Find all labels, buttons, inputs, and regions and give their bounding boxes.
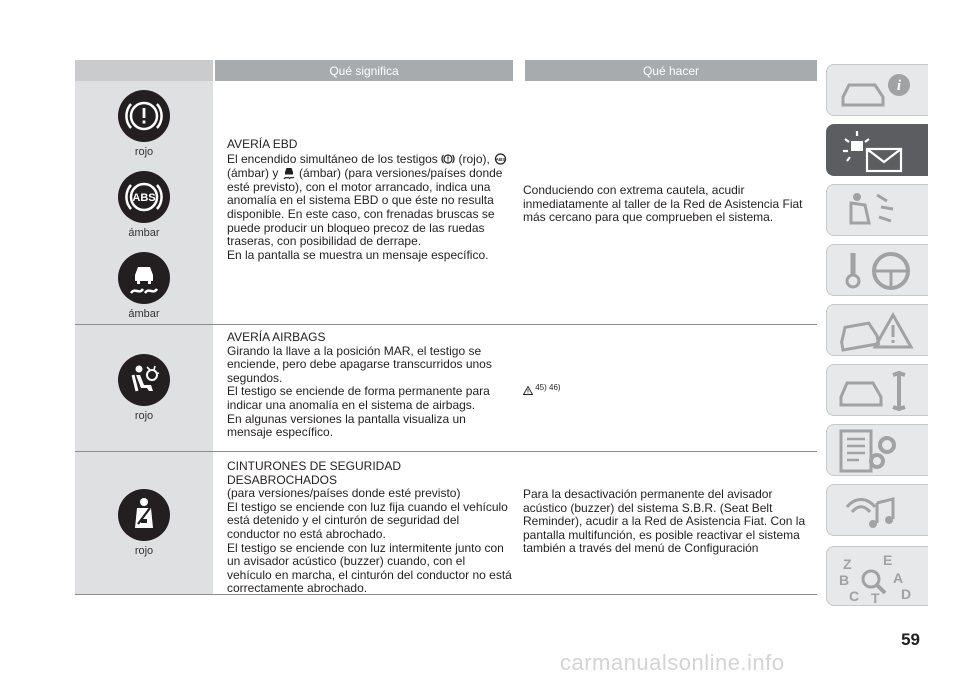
color-label: ámbar <box>128 227 160 239</box>
svg-text:Z: Z <box>843 556 852 572</box>
svg-text:i: i <box>896 78 902 94</box>
emergency-icon <box>837 309 921 353</box>
abs-icon <box>117 170 171 224</box>
tab-maintenance[interactable] <box>826 364 928 416</box>
header-icon-column <box>75 60 213 81</box>
table-row-seatbelt <box>75 452 817 595</box>
meaning-paragraph: El testigo se enciende con luz intermitente junto con un avisador acústico (buzzer) cuando, con el vehículo en marcha, el cinturón del conductor no está correctamente abrochado. <box>227 540 512 596</box>
meaning-paragraph: El testigo se enciende de forma permanente para indicar una anomalía en el sistema de airbags. <box>227 384 490 412</box>
meaning-cell <box>227 331 513 440</box>
tab-warning-lights[interactable] <box>826 124 928 176</box>
safety-airbag-icon <box>837 189 921 233</box>
action-cell: Para la desactivación permanente del avisador acústico (buzzer) del sistema S.B.R. (Seat Belt Reminder), acudir a la Red de Asistencia Fiat. Con la pantalla multifunción, es posible reactivar el sistema también a través del menú de Configuración <box>523 487 806 556</box>
page-number: 59 <box>901 630 920 649</box>
tab-technical-data[interactable] <box>826 424 928 476</box>
warning-lights-message-icon <box>837 129 921 173</box>
starting-driving-icon <box>837 249 921 293</box>
icon-column <box>75 81 213 324</box>
svg-text:B: B <box>839 572 850 588</box>
meaning-text: (rojo), <box>458 151 494 166</box>
index-icon <box>837 551 921 605</box>
esc-skid-icon <box>282 166 296 180</box>
meaning-title: AVERÍA EBD <box>227 137 298 151</box>
header-action: Qué hacer <box>525 60 817 81</box>
svg-text:T: T <box>871 590 880 605</box>
meaning-paragraph: Girando la llave a la posición MAR, el testigo se enciende, pero debe apagarse transcurridos unos segundos. <box>227 343 492 385</box>
reference-notes: 45) 46) <box>535 383 561 392</box>
tab-starting-driving[interactable] <box>826 244 928 296</box>
icon-column <box>75 452 213 594</box>
technical-data-icon <box>837 429 921 473</box>
abs-icon <box>493 152 508 166</box>
meaning-text: (ámbar) (para versiones/países donde esté previsto), con el motor arrancado, indica una anomalía en el sistema EBD o que éste no resulta disponible. En este caso, con frenadas bruscas se puede producir un bloqueo precoz de las ruedas traseras, con posibilidad de derrape. <box>227 166 503 249</box>
svg-text:ABS: ABS <box>132 192 156 204</box>
seatbelt-icon <box>117 488 171 542</box>
meaning-subtitle: (para versiones/países donde esté previsto) <box>227 486 461 501</box>
meaning-paragraph: En algunas versiones la pantalla visualiza un mensaje específico. <box>227 411 466 440</box>
airbag-icon <box>117 353 171 407</box>
color-label: rojo <box>134 545 154 557</box>
tab-car-info[interactable] <box>826 64 928 116</box>
meaning-paragraph: El testigo se enciende con luz fija cuando el vehículo está detenido y el cinturón de seguridad del conductor no está abrochado. <box>227 499 508 541</box>
caution-triangle-icon <box>523 386 533 395</box>
tab-safety[interactable] <box>826 184 928 236</box>
svg-text:A: A <box>893 570 904 586</box>
car-info-icon <box>837 69 921 113</box>
meaning-title: AVERÍA AIRBAGS <box>227 330 326 344</box>
meaning-paragraph: En la pantalla se muestra un mensaje específico. <box>227 247 489 262</box>
brake-warning-icon <box>117 89 171 143</box>
svg-text:D: D <box>901 586 912 602</box>
meaning-paragraph <box>227 152 513 249</box>
svg-text:E: E <box>883 552 893 568</box>
meaning-cell <box>227 460 513 596</box>
header-meaning: Qué significa <box>215 60 513 81</box>
tab-multimedia[interactable] <box>826 484 928 536</box>
svg-text:ABS: ABS <box>495 156 506 162</box>
tab-index[interactable] <box>826 546 928 606</box>
brake-warning-icon <box>441 152 455 166</box>
table-row-airbag <box>75 325 817 452</box>
meaning-title: CINTURONES DE SEGURIDAD DESABROCHADOS <box>227 459 402 487</box>
meaning-text: (ámbar) y <box>227 166 282 181</box>
action-cell <box>523 381 817 397</box>
meaning-cell <box>227 138 513 262</box>
color-label: rojo <box>134 410 154 422</box>
action-cell: Conduciendo con extrema cautela, acudir inmediatamente al taller de la Red de Asistencia Fiat más cercano para que comprueben el sistema. <box>523 183 803 225</box>
svg-text:C: C <box>849 588 860 604</box>
watermark: carmanualsonline.info <box>560 650 785 675</box>
tab-emergency[interactable] <box>826 304 928 356</box>
meaning-text: El encendido simultáneo de los testigos <box>227 151 442 166</box>
icon-column <box>75 325 213 451</box>
color-label: ámbar <box>128 308 160 320</box>
color-label: rojo <box>134 146 154 158</box>
multimedia-icon <box>837 489 921 533</box>
maintenance-icon <box>837 369 921 413</box>
table-row-ebd <box>75 81 817 325</box>
esc-skid-icon <box>117 251 171 305</box>
